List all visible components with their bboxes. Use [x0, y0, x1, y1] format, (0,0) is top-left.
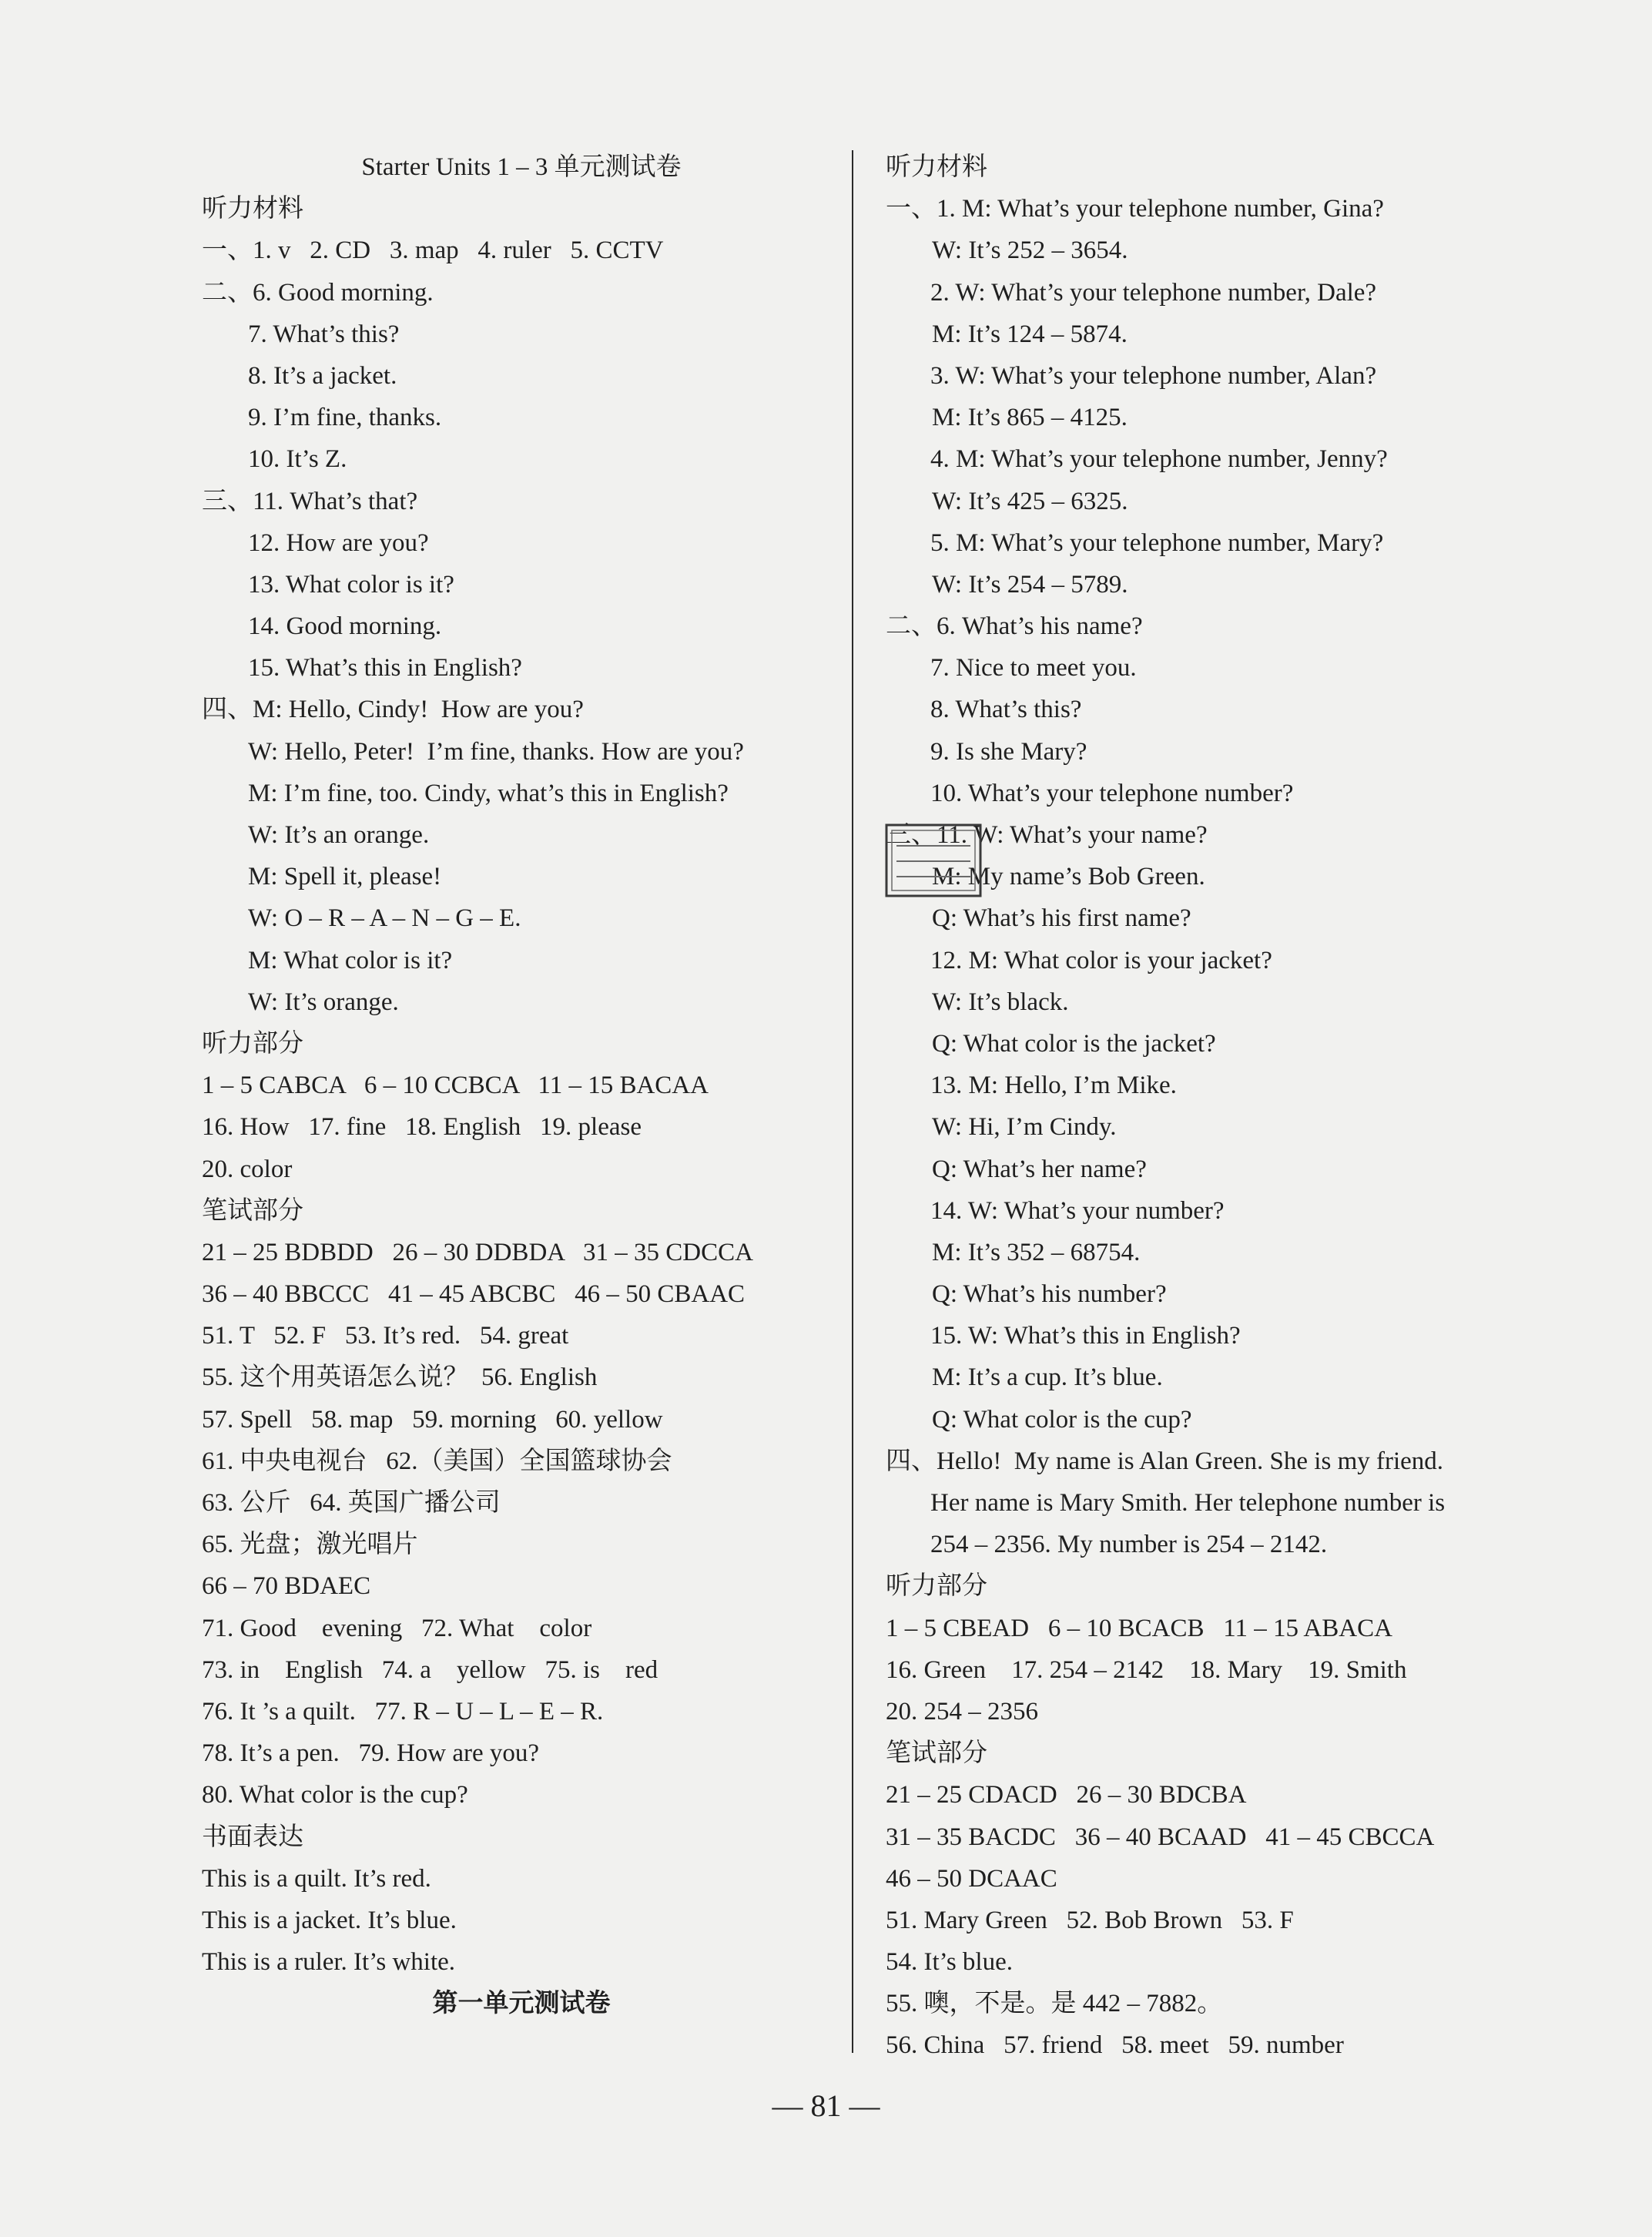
- text-line: 9. I’m fine, thanks.: [248, 404, 442, 432]
- text-line: W: It’s 252 – 3654.: [932, 236, 1128, 265]
- text-line: 56. China 57. friend 58. meet 59. number: [886, 2031, 1344, 2060]
- text-line: 二、6. What’s his name?: [886, 612, 1143, 641]
- section-heading: 听力部分: [202, 1029, 303, 1058]
- text-line: W: It’s black.: [932, 988, 1069, 1016]
- page-number: — 81 —: [772, 2088, 880, 2123]
- text-line: 1 – 5 CBEAD 6 – 10 BCACB 11 – 15 ABACA: [886, 1614, 1392, 1642]
- text-line: 78. It’s a pen. 79. How are you?: [202, 1739, 540, 1768]
- text-line: 2. W: What’s your telephone number, Dale?: [930, 278, 1377, 307]
- text-line: 20. 254 – 2356: [886, 1697, 1038, 1726]
- text-line: 15. What’s this in English?: [248, 654, 522, 683]
- text-line: 14. Good morning.: [248, 612, 442, 641]
- text-line: 一、1. v 2. CD 3. map 4. ruler 5. CCTV: [202, 236, 664, 265]
- text-line: 55. 噢，不是。是 442 – 7882。: [886, 1990, 1223, 2018]
- text-line: 4. M: What’s your telephone number, Jenny?: [930, 445, 1388, 474]
- text-line: 254 – 2356. My number is 254 – 2142.: [930, 1531, 1328, 1559]
- text-line: 66 – 70 BDAEC: [202, 1572, 371, 1601]
- text-line: 3. W: What’s your telephone number, Alan?: [930, 361, 1377, 390]
- text-line: 14. W: What’s your number?: [930, 1196, 1225, 1225]
- text-line: Q: What’s his number?: [932, 1280, 1167, 1309]
- text-line: 9. Is she Mary?: [930, 737, 1087, 766]
- text-line: M: I’m fine, too. Cindy, what’s this in English?: [248, 779, 729, 807]
- text-line: W: It’s an orange.: [248, 821, 430, 849]
- text-line: 16. Green 17. 254 – 2142 18. Mary 19. Smith: [886, 1655, 1407, 1684]
- text-line: W: O – R – A – N – G – E.: [248, 904, 521, 933]
- text-line: 7. Nice to meet you.: [930, 654, 1137, 683]
- text-line: 二、6. Good morning.: [202, 278, 434, 307]
- text-line: 一、1. M: What’s your telephone number, Gina?: [886, 195, 1384, 223]
- text-line: This is a ruler. It’s white.: [202, 1948, 456, 1977]
- text-line: M: What color is it?: [248, 946, 453, 974]
- section-heading: 笔试部分: [886, 1739, 987, 1768]
- text-line: 三、11. What’s that?: [202, 487, 418, 515]
- text-line: 10. What’s your telephone number?: [930, 779, 1294, 807]
- text-line: 20. color: [202, 1155, 293, 1183]
- text-line: 12. M: What color is your jacket?: [930, 946, 1272, 974]
- text-line: 46 – 50 DCAAC: [886, 1864, 1057, 1893]
- section-title: 第一单元测试卷: [432, 1990, 611, 2018]
- text-line: 21 – 25 BDBDD 26 – 30 DDBDA 31 – 35 CDCCA: [202, 1238, 753, 1266]
- column-divider: [852, 150, 853, 2053]
- section-heading: 听力材料: [886, 153, 987, 181]
- text-line: 四、M: Hello, Cindy! How are you?: [202, 696, 584, 724]
- text-line: 21 – 25 CDACD 26 – 30 BDCBA: [886, 1781, 1247, 1809]
- section-heading: 听力材料: [202, 195, 303, 223]
- right-column: [886, 146, 1525, 2067]
- section-title: Starter Units 1 – 3 单元测试卷: [361, 153, 682, 181]
- text-line: 8. What’s this?: [930, 696, 1082, 724]
- text-line: M: My name’s Bob Green.: [932, 863, 1205, 891]
- left-column: [202, 146, 841, 2024]
- text-line: W: It’s 254 – 5789.: [932, 570, 1128, 599]
- text-line: Q: What’s her name?: [932, 1155, 1147, 1183]
- text-line: Her name is Mary Smith. Her telephone number is: [930, 1489, 1446, 1517]
- section-heading: 书面表达: [202, 1823, 303, 1851]
- text-line: 63. 公斤 64. 英国广播公司: [202, 1489, 501, 1517]
- text-line: 57. Spell 58. map 59. morning 60. yellow: [202, 1405, 663, 1434]
- text-line: This is a jacket. It’s blue.: [202, 1906, 457, 1934]
- text-line: 7. What’s this?: [248, 320, 400, 348]
- text-line: 73. in English 74. a yellow 75. is red: [202, 1655, 658, 1684]
- text-line: 51. T 52. F 53. It’s red. 54. great: [202, 1322, 569, 1350]
- text-line: 四、Hello! My name is Alan Green. She is my friend.: [886, 1447, 1444, 1475]
- text-line: W: It’s orange.: [248, 988, 399, 1016]
- text-line: 5. M: What’s your telephone number, Mary?: [930, 528, 1384, 557]
- text-line: Q: What’s his first name?: [932, 904, 1191, 933]
- text-line: 36 – 40 BBCCC 41 – 45 ABCBC 46 – 50 CBAAC: [202, 1280, 746, 1309]
- publisher-stamp-icon: [884, 823, 983, 898]
- section-heading: 笔试部分: [202, 1196, 303, 1225]
- text-line: 16. How 17. fine 18. English 19. please: [202, 1113, 642, 1142]
- text-line: W: Hello, Peter! I’m fine, thanks. How are you?: [248, 737, 744, 766]
- text-line: 13. M: Hello, I’m Mike.: [930, 1072, 1177, 1100]
- text-line: W: Hi, I’m Cindy.: [932, 1113, 1117, 1142]
- text-line: 31 – 35 BACDC 36 – 40 BCAAD 41 – 45 CBCCA: [886, 1823, 1435, 1851]
- text-line: 10. It’s Z.: [248, 445, 347, 474]
- text-line: 54. It’s blue.: [886, 1948, 1013, 1977]
- text-line: 55. 这个用英语怎么说？ 56. English: [202, 1363, 598, 1392]
- text-line: Q: What color is the cup?: [932, 1405, 1192, 1434]
- section-heading: 听力部分: [886, 1572, 987, 1601]
- text-line: M: It’s 124 – 5874.: [932, 320, 1128, 348]
- text-line: 65. 光盘；激光唱片: [202, 1531, 418, 1559]
- text-line: 80. What color is the cup?: [202, 1781, 468, 1809]
- text-line: M: It’s 865 – 4125.: [932, 404, 1128, 432]
- text-line: 15. W: What’s this in English?: [930, 1322, 1241, 1350]
- text-line: 12. How are you?: [248, 528, 429, 557]
- text-line: 1 – 5 CABCA 6 – 10 CCBCA 11 – 15 BACAA: [202, 1072, 709, 1100]
- text-line: M: Spell it, please!: [248, 863, 442, 891]
- text-line: 76. It ’s a quilt. 77. R – U – L – E – R.: [202, 1697, 604, 1726]
- text-line: 61. 中央电视台 62.（美国）全国篮球协会: [202, 1447, 672, 1475]
- text-line: This is a quilt. It’s red.: [202, 1864, 431, 1893]
- text-line: 51. Mary Green 52. Bob Brown 53. F: [886, 1906, 1294, 1934]
- text-line: 13. What color is it?: [248, 570, 454, 599]
- text-line: W: It’s 425 – 6325.: [932, 487, 1128, 515]
- text-line: M: It’s a cup. It’s blue.: [932, 1363, 1163, 1392]
- text-line: Q: What color is the jacket?: [932, 1029, 1216, 1058]
- text-line: M: It’s 352 – 68754.: [932, 1238, 1141, 1266]
- text-line: 71. Good evening 72. What color: [202, 1614, 592, 1642]
- text-line: 三、11. W: What’s your name?: [886, 821, 1208, 849]
- text-line: 8. It’s a jacket.: [248, 361, 397, 390]
